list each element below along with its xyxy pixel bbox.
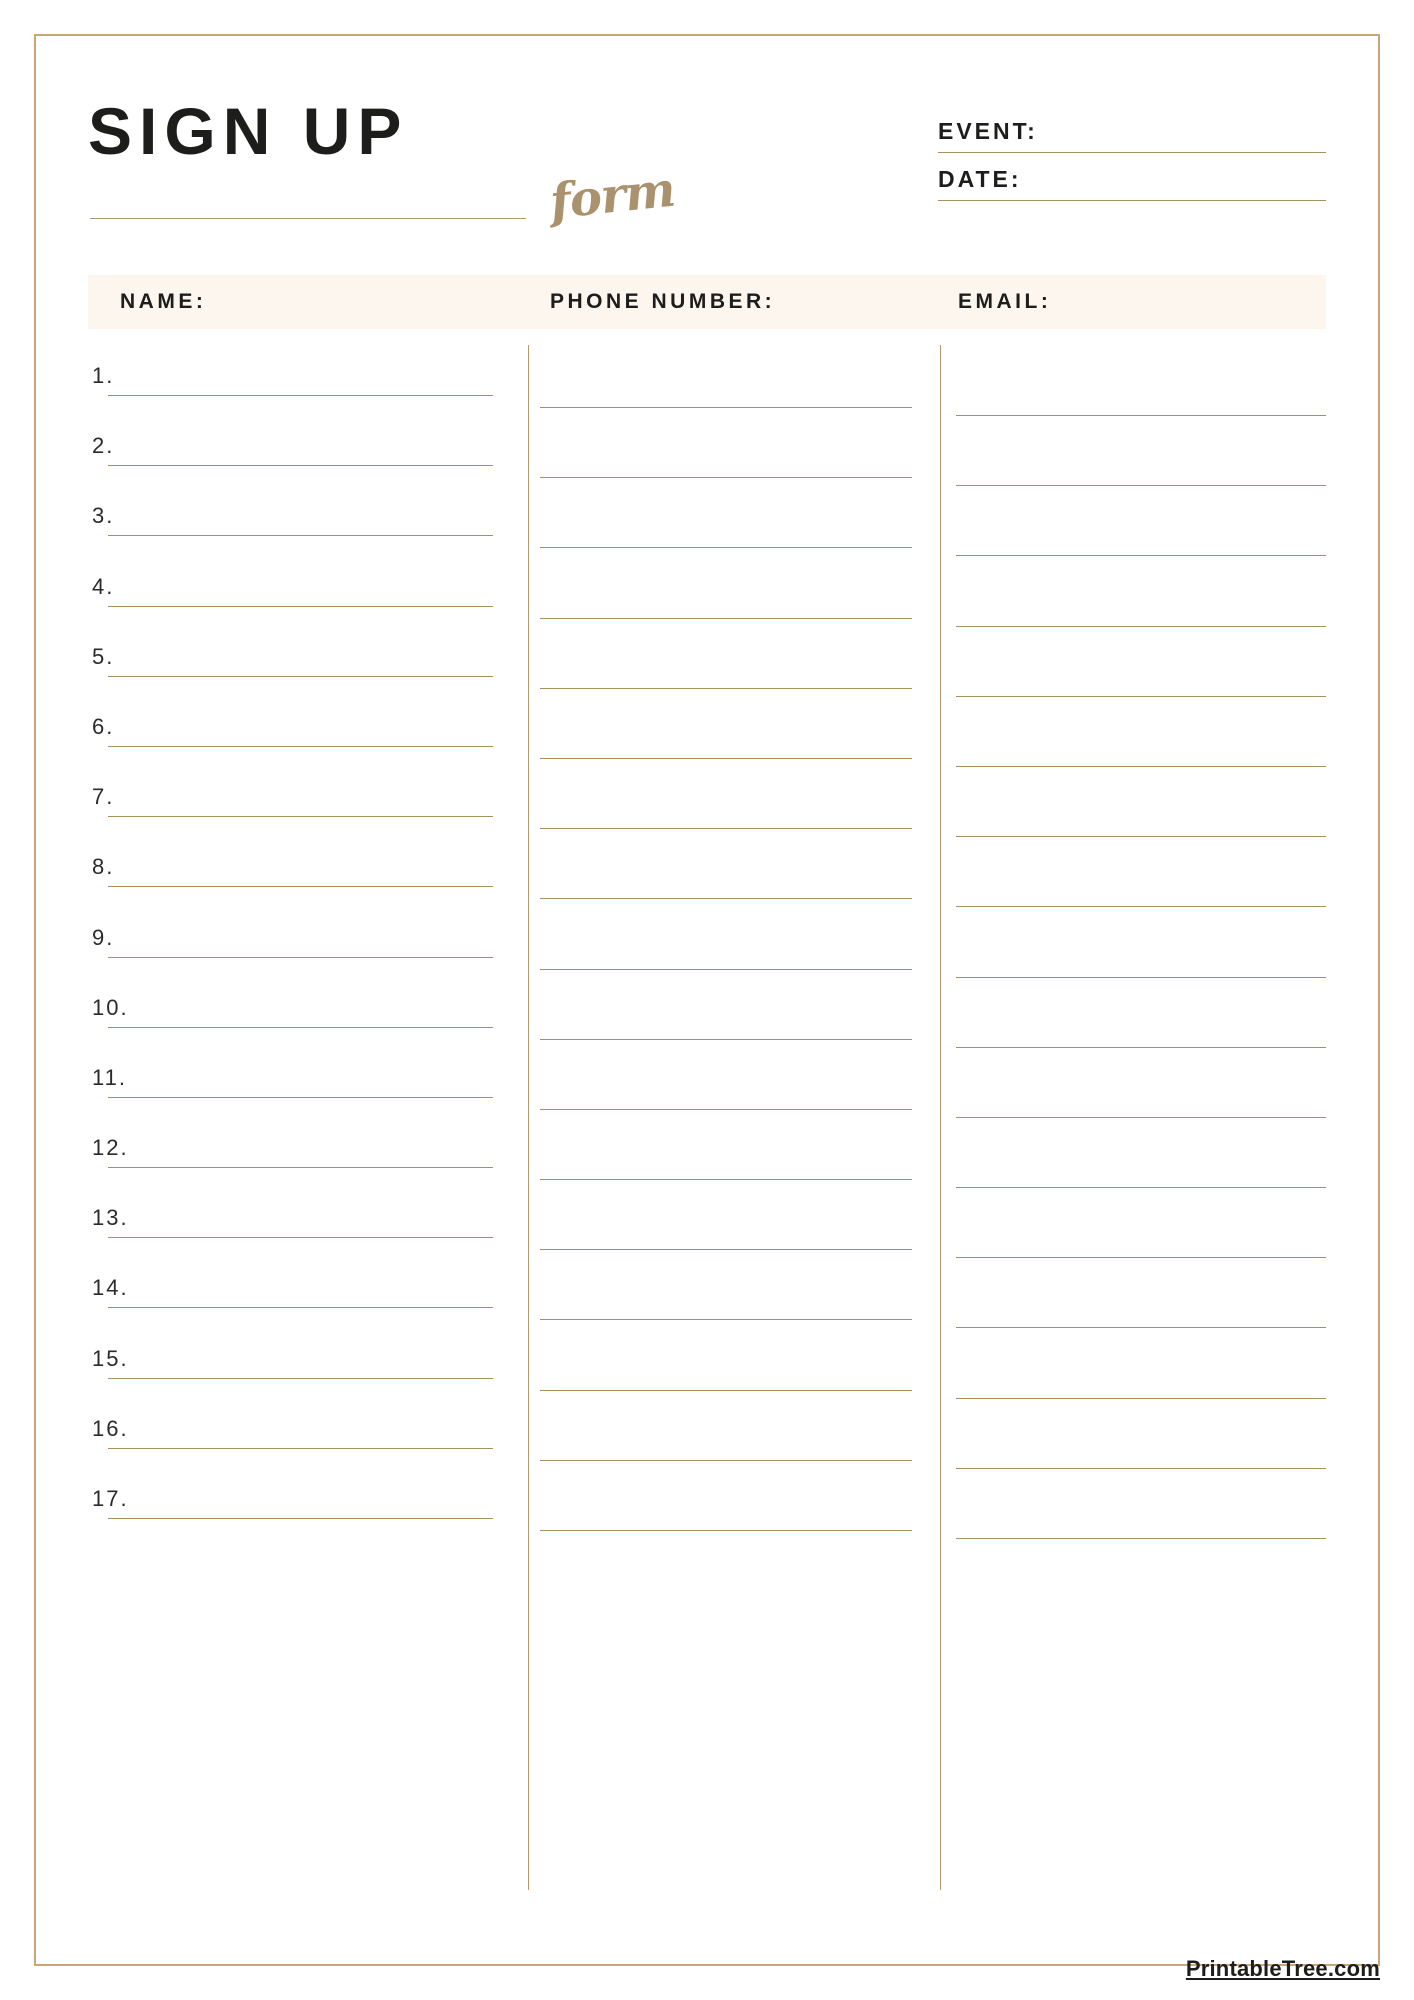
name-write-line[interactable]	[108, 1448, 493, 1449]
phone-write-line[interactable]	[540, 828, 912, 829]
table-body	[88, 345, 1326, 1890]
table-row	[88, 1187, 1326, 1257]
row-number: 3.	[92, 503, 115, 529]
name-write-line[interactable]	[108, 535, 493, 536]
phone-write-line[interactable]	[540, 1179, 912, 1180]
name-write-line[interactable]	[108, 1097, 493, 1098]
row-number: 14.	[92, 1275, 129, 1301]
name-write-line[interactable]	[108, 957, 493, 958]
name-write-line[interactable]	[108, 1167, 493, 1168]
name-write-line[interactable]	[108, 886, 493, 887]
phone-write-line[interactable]	[540, 618, 912, 619]
phone-write-line[interactable]	[540, 477, 912, 478]
name-write-line[interactable]	[108, 746, 493, 747]
date-write-line[interactable]	[938, 200, 1326, 201]
date-field[interactable]	[938, 162, 1326, 210]
name-write-line[interactable]	[108, 816, 493, 817]
phone-write-line[interactable]	[540, 1109, 912, 1110]
name-write-line[interactable]	[108, 395, 493, 396]
row-number: 11.	[92, 1064, 127, 1090]
name-write-line[interactable]	[108, 1307, 493, 1308]
event-field[interactable]	[938, 114, 1326, 162]
table-row	[88, 836, 1326, 906]
row-number: 13.	[92, 1205, 129, 1231]
name-write-line[interactable]	[108, 1378, 493, 1379]
phone-write-line[interactable]	[540, 1249, 912, 1250]
footer-credit[interactable]: PrintableTree.com	[1185, 1956, 1380, 1981]
table-row	[88, 1328, 1326, 1398]
date-label: DATE:	[938, 166, 1022, 192]
phone-write-line[interactable]	[540, 898, 912, 899]
phone-write-line[interactable]	[540, 1319, 912, 1320]
signup-table	[88, 345, 1326, 1890]
phone-write-line[interactable]	[540, 758, 912, 759]
table-row	[88, 415, 1326, 485]
row-number: 17.	[92, 1486, 129, 1511]
document-header	[88, 90, 1326, 255]
row-number: 12.	[92, 1135, 129, 1161]
table-row	[88, 1047, 1326, 1117]
table-row	[88, 766, 1326, 836]
row-number: 15.	[92, 1345, 129, 1371]
table-row	[88, 485, 1326, 555]
table-row	[88, 556, 1326, 626]
table-row	[88, 696, 1326, 766]
page-subtitle-script: form	[547, 161, 678, 231]
row-number: 2.	[92, 433, 115, 459]
table-row	[88, 1398, 1326, 1468]
page-title: SIGN UP	[88, 94, 409, 168]
row-number: 8.	[92, 854, 115, 880]
meta-fields	[938, 114, 1326, 210]
email-write-line[interactable]	[956, 1538, 1326, 1539]
column-header-email: EMAIL:	[958, 290, 1052, 313]
row-number: 4.	[92, 573, 115, 599]
event-label: EVENT:	[938, 118, 1038, 144]
row-number: 10.	[92, 994, 129, 1020]
phone-write-line[interactable]	[540, 1460, 912, 1461]
phone-write-line[interactable]	[540, 1039, 912, 1040]
row-number: 7.	[92, 784, 115, 810]
table-row	[88, 1468, 1326, 1538]
table-row	[88, 907, 1326, 977]
phone-write-line[interactable]	[540, 688, 912, 689]
page-content	[88, 90, 1326, 1940]
table-row	[88, 626, 1326, 696]
column-header-phone: PHONE NUMBER:	[550, 290, 776, 313]
row-number: 9.	[92, 924, 115, 950]
column-header-name: NAME:	[120, 290, 207, 313]
name-write-line[interactable]	[108, 1027, 493, 1028]
name-write-line[interactable]	[108, 1518, 493, 1519]
phone-write-line[interactable]	[540, 1390, 912, 1391]
row-number: 16.	[92, 1415, 129, 1441]
name-write-line[interactable]	[108, 465, 493, 466]
table-row	[88, 977, 1326, 1047]
table-row	[88, 1257, 1326, 1327]
phone-write-line[interactable]	[540, 547, 912, 548]
row-number: 6.	[92, 713, 115, 739]
row-number: 5.	[92, 643, 115, 669]
event-write-line[interactable]	[938, 152, 1326, 153]
title-underline	[90, 218, 526, 219]
name-write-line[interactable]	[108, 606, 493, 607]
phone-write-line[interactable]	[540, 969, 912, 970]
table-header-row	[88, 275, 1326, 329]
row-number: 1.	[92, 363, 115, 388]
phone-write-line[interactable]	[540, 407, 912, 408]
name-write-line[interactable]	[108, 1237, 493, 1238]
phone-write-line[interactable]	[540, 1530, 912, 1531]
table-row	[88, 345, 1326, 415]
table-row	[88, 1117, 1326, 1187]
name-write-line[interactable]	[108, 676, 493, 677]
